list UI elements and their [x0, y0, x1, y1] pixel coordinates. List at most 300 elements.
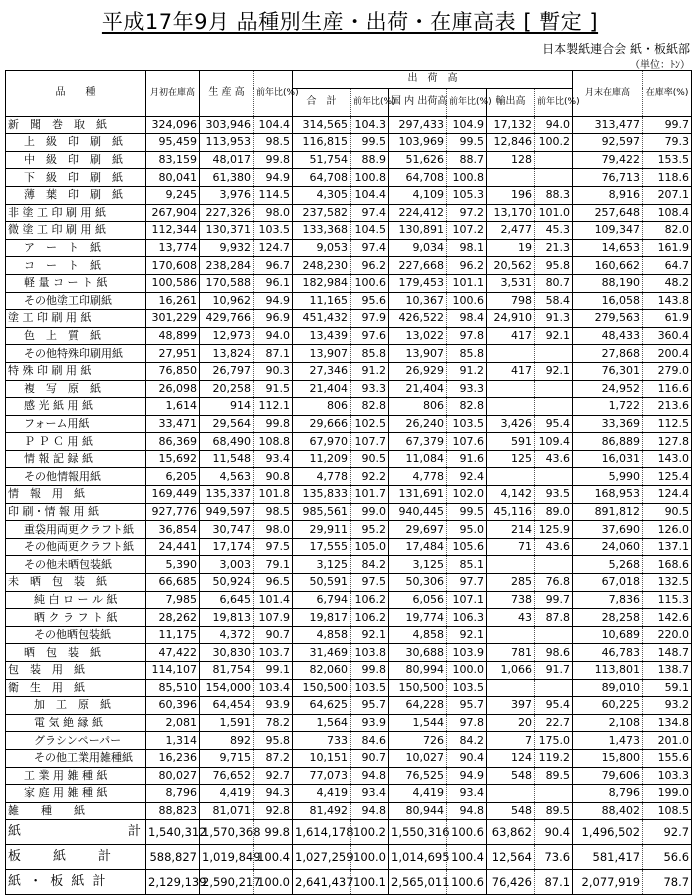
cell-value: 99.5: [351, 134, 389, 152]
row-label: 下 級 印 刷 紙: [6, 169, 146, 187]
table-row: [6, 679, 692, 697]
cell-value: 1,014,695: [389, 845, 447, 870]
cell-value: 95,459: [146, 134, 200, 152]
cell-value: 76,301: [573, 362, 643, 380]
cell-value: 100.6: [447, 870, 487, 895]
row-label: グラシンペーパー: [6, 732, 146, 750]
cell-value: 93.9: [351, 714, 389, 732]
cell-value: 130,371: [200, 222, 254, 240]
cell-value: 1,544: [389, 714, 447, 732]
cell-value: 84.6: [351, 732, 389, 750]
cell-value: 88.7: [447, 151, 487, 169]
cell-value: 168,953: [573, 486, 643, 504]
cell-value: 106.2: [351, 591, 389, 609]
cell-value: 90.4: [535, 820, 573, 845]
publisher: 日本製紙連合会 紙・板紙部: [542, 42, 690, 56]
cell-value: 78.7: [643, 870, 692, 895]
cell-value: [487, 380, 535, 398]
cell-value: 45,116: [487, 503, 535, 521]
cell-value: [535, 151, 573, 169]
cell-value: 100.6: [447, 820, 487, 845]
cell-value: 91.5: [254, 380, 293, 398]
cell-value: [535, 169, 573, 187]
cell-value: 125.9: [535, 521, 573, 539]
cell-value: 914: [200, 398, 254, 416]
table-row: [6, 767, 692, 785]
cell-value: 48,017: [200, 151, 254, 169]
cell-value: 927,776: [146, 503, 200, 521]
cell-value: 100.2: [535, 134, 573, 152]
cell-value: 224,412: [389, 204, 447, 222]
cell-value: 101.8: [254, 486, 293, 504]
cell-value: 51,754: [293, 151, 351, 169]
cell-value: 170,588: [200, 274, 254, 292]
cell-value: 30,830: [200, 644, 254, 662]
cell-value: 98.5: [254, 503, 293, 521]
row-label: 紙 ・ 板 紙 計: [6, 870, 146, 895]
cell-value: 1,496,502: [573, 820, 643, 845]
production-table: [5, 70, 692, 895]
cell-value: 131,691: [389, 486, 447, 504]
cell-value: 1,473: [573, 732, 643, 750]
cell-value: 17,484: [389, 538, 447, 556]
cell-value: 16,031: [573, 450, 643, 468]
row-label: 色 上 質 紙: [6, 327, 146, 345]
cell-value: 106.2: [351, 609, 389, 627]
cell-value: 257,648: [573, 204, 643, 222]
cell-value: 148.7: [643, 644, 692, 662]
cell-value: 94.0: [254, 327, 293, 345]
cell-value: 3,976: [200, 186, 254, 204]
cell-value: [535, 380, 573, 398]
cell-value: 1,027,259: [293, 845, 351, 870]
cell-value: 238,284: [200, 257, 254, 275]
table-row: [6, 310, 692, 328]
cell-value: 4,778: [293, 468, 351, 486]
cell-value: 4,778: [389, 468, 447, 486]
cell-value: 60,396: [146, 697, 200, 715]
cell-value: 220.0: [643, 626, 692, 644]
cell-value: 10,151: [293, 749, 351, 767]
table-row: [6, 732, 692, 750]
cell-value: 46,783: [573, 644, 643, 662]
cell-value: 43.6: [535, 538, 573, 556]
table-row: [6, 626, 692, 644]
row-label: ア ー ト 紙: [6, 239, 146, 257]
cell-value: 71: [487, 538, 535, 556]
cell-value: 88,402: [573, 802, 643, 820]
cell-value: 1,570,368: [200, 820, 254, 845]
cell-value: 16,261: [146, 292, 200, 310]
cell-value: 93.3: [351, 380, 389, 398]
cell-value: 4,109: [389, 186, 447, 204]
cell-value: 4,372: [200, 626, 254, 644]
cell-value: 21,404: [293, 380, 351, 398]
cell-value: 89,010: [573, 679, 643, 697]
cell-value: 99.5: [447, 503, 487, 521]
row-label: 情 報 記 録 紙: [6, 450, 146, 468]
cell-value: 104.4: [351, 186, 389, 204]
header-item: 品 種: [6, 71, 146, 117]
cell-value: 29,911: [293, 521, 351, 539]
cell-value: 67,018: [573, 574, 643, 592]
cell-value: 2,077,919: [573, 870, 643, 895]
cell-value: 105.0: [351, 538, 389, 556]
cell-value: 112.5: [643, 415, 692, 433]
cell-value: 24,952: [573, 380, 643, 398]
cell-value: 892: [200, 732, 254, 750]
header-production: 生 産 高: [200, 71, 254, 117]
cell-value: 79.3: [643, 134, 692, 152]
cell-value: 64,625: [293, 697, 351, 715]
cell-value: 397: [487, 697, 535, 715]
cell-value: 91.2: [351, 362, 389, 380]
cell-value: 21.3: [535, 239, 573, 257]
cell-value: 227,326: [200, 204, 254, 222]
table-row: [6, 802, 692, 820]
cell-value: 96.1: [254, 274, 293, 292]
cell-value: 28,262: [146, 609, 200, 627]
cell-value: 13,170: [487, 204, 535, 222]
cell-value: 97.9: [351, 310, 389, 328]
cell-value: 11,209: [293, 450, 351, 468]
cell-value: 12,564: [487, 845, 535, 870]
cell-value: 94.8: [351, 802, 389, 820]
cell-value: 98.4: [447, 310, 487, 328]
cell-value: 143.0: [643, 450, 692, 468]
cell-value: 16,236: [146, 749, 200, 767]
cell-value: 9,245: [146, 186, 200, 204]
cell-value: 588,827: [146, 845, 200, 870]
row-label: 工 業 用 雑 種 紙: [6, 767, 146, 785]
row-label: 紙 計: [6, 820, 146, 845]
table-row: [6, 204, 692, 222]
cell-value: 50,591: [293, 574, 351, 592]
cell-value: 92,597: [573, 134, 643, 152]
cell-value: 13,022: [389, 327, 447, 345]
table-row: [6, 486, 692, 504]
cell-value: 4,142: [487, 486, 535, 504]
cell-value: 86,889: [573, 433, 643, 451]
cell-value: 179,453: [389, 274, 447, 292]
page-title: 平成17年9月 品種別生産・出荷・在庫高表 [ 暫定 ]: [101, 10, 599, 34]
row-label: 包 装 用 紙: [6, 662, 146, 680]
table-row: [6, 257, 692, 275]
row-label: 新 聞 巻 取 紙: [6, 116, 146, 134]
cell-value: 125: [487, 450, 535, 468]
cell-value: 64,708: [293, 169, 351, 187]
cell-value: 20,562: [487, 257, 535, 275]
header-total: 合 計: [293, 88, 351, 116]
cell-value: 100.0: [351, 845, 389, 870]
cell-value: 581,417: [573, 845, 643, 870]
cell-value: 67,970: [293, 433, 351, 451]
cell-value: 84.2: [447, 732, 487, 750]
cell-value: 200.4: [643, 345, 692, 363]
cell-value: 1,591: [200, 714, 254, 732]
cell-value: 59.1: [643, 679, 692, 697]
table-row: [6, 450, 692, 468]
cell-value: 360.4: [643, 327, 692, 345]
cell-value: [535, 398, 573, 416]
cell-value: 19,817: [293, 609, 351, 627]
cell-value: 17,132: [487, 116, 535, 134]
cell-value: 100.4: [447, 845, 487, 870]
cell-value: 13,439: [293, 327, 351, 345]
cell-value: 4,858: [389, 626, 447, 644]
cell-value: 11,165: [293, 292, 351, 310]
cell-value: 13,774: [146, 239, 200, 257]
cell-value: 86,369: [146, 433, 200, 451]
cell-value: 142.6: [643, 609, 692, 627]
table-row: [6, 574, 692, 592]
cell-value: 101.7: [351, 486, 389, 504]
cell-value: 451,432: [293, 310, 351, 328]
cell-value: 95.8: [254, 732, 293, 750]
cell-value: 10,367: [389, 292, 447, 310]
cell-value: 107.6: [447, 433, 487, 451]
cell-value: 73.6: [535, 845, 573, 870]
cell-value: 91.2: [447, 362, 487, 380]
cell-value: 90.8: [254, 468, 293, 486]
cell-value: 100.8: [447, 169, 487, 187]
cell-value: 48.2: [643, 274, 692, 292]
cell-value: 79,606: [573, 767, 643, 785]
cell-value: 82.8: [351, 398, 389, 416]
cell-value: 92.1: [535, 327, 573, 345]
row-label: 薄 葉 印 刷 紙: [6, 186, 146, 204]
cell-value: 104.9: [447, 116, 487, 134]
cell-value: 56.6: [643, 845, 692, 870]
table-row: [6, 556, 692, 574]
cell-value: 100.1: [351, 870, 389, 895]
cell-value: 80,027: [146, 767, 200, 785]
cell-value: 103.9: [447, 644, 487, 662]
cell-value: 267,904: [146, 204, 200, 222]
cell-value: 85.8: [447, 345, 487, 363]
cell-value: 87.1: [535, 870, 573, 895]
cell-value: 93.4: [447, 785, 487, 803]
cell-value: 96.5: [254, 574, 293, 592]
cell-value: 93.9: [254, 697, 293, 715]
cell-value: 102.5: [351, 415, 389, 433]
cell-value: 80,994: [389, 662, 447, 680]
cell-value: 154,000: [200, 679, 254, 697]
cell-value: 93.5: [535, 486, 573, 504]
cell-value: 90.7: [351, 749, 389, 767]
cell-value: 124.7: [254, 239, 293, 257]
table-row: [6, 380, 692, 398]
cell-value: 2,477: [487, 222, 535, 240]
table-row: [6, 521, 692, 539]
cell-value: 30,688: [389, 644, 447, 662]
cell-value: 19,774: [389, 609, 447, 627]
cell-value: 90.4: [447, 749, 487, 767]
cell-value: 135,337: [200, 486, 254, 504]
table-row: [6, 239, 692, 257]
cell-value: 112,344: [146, 222, 200, 240]
cell-value: 93.2: [643, 697, 692, 715]
row-label: その他両更クラフト紙: [6, 538, 146, 556]
cell-value: 1,722: [573, 398, 643, 416]
cell-value: 92.4: [447, 468, 487, 486]
cell-value: 94.9: [254, 292, 293, 310]
cell-value: 798: [487, 292, 535, 310]
cell-value: 87.2: [254, 749, 293, 767]
cell-value: 76,713: [573, 169, 643, 187]
cell-value: 37,690: [573, 521, 643, 539]
table-row: [6, 644, 692, 662]
row-label: 微 塗 工 印 刷 用 紙: [6, 222, 146, 240]
cell-value: 806: [389, 398, 447, 416]
cell-value: 2,565,011: [389, 870, 447, 895]
cell-value: 102.0: [447, 486, 487, 504]
cell-value: 940,445: [389, 503, 447, 521]
cell-value: 27,868: [573, 345, 643, 363]
cell-value: 29,697: [389, 521, 447, 539]
table-row: [6, 870, 692, 895]
cell-value: 50,306: [389, 574, 447, 592]
cell-value: 81,754: [200, 662, 254, 680]
cell-value: 64,708: [389, 169, 447, 187]
table-row: [6, 398, 692, 416]
cell-value: 100.0: [254, 870, 293, 895]
cell-value: 196: [487, 186, 535, 204]
row-label: 晒 包 装 紙: [6, 644, 146, 662]
cell-value: 96.2: [447, 257, 487, 275]
cell-value: 125.4: [643, 468, 692, 486]
cell-value: 116,815: [293, 134, 351, 152]
cell-value: 66,685: [146, 574, 200, 592]
cell-value: 92.8: [254, 802, 293, 820]
cell-value: 43.6: [535, 450, 573, 468]
cell-value: 949,597: [200, 503, 254, 521]
cell-value: 4,305: [293, 186, 351, 204]
cell-value: 94.0: [535, 116, 573, 134]
cell-value: 76,850: [146, 362, 200, 380]
cell-value: 95.0: [447, 521, 487, 539]
cell-value: 82,060: [293, 662, 351, 680]
cell-value: 2,081: [146, 714, 200, 732]
cell-value: 24,441: [146, 538, 200, 556]
row-label: 加 工 原 紙: [6, 697, 146, 715]
cell-value: 1,564: [293, 714, 351, 732]
cell-value: 31,469: [293, 644, 351, 662]
row-label: その他晒包装紙: [6, 626, 146, 644]
cell-value: 3,125: [293, 556, 351, 574]
cell-value: 1,614: [146, 398, 200, 416]
cell-value: 24,910: [487, 310, 535, 328]
cell-value: [487, 626, 535, 644]
cell-value: 108.4: [643, 204, 692, 222]
header-export: 輸出高: [487, 88, 535, 116]
cell-value: 13,907: [389, 345, 447, 363]
table-row: [6, 362, 692, 380]
cell-value: 100.2: [351, 820, 389, 845]
cell-value: 11,548: [200, 450, 254, 468]
cell-value: 1,614,178: [293, 820, 351, 845]
cell-value: 92.1: [447, 626, 487, 644]
cell-value: 134.8: [643, 714, 692, 732]
table-row: [6, 274, 692, 292]
row-label: その他未晒包装紙: [6, 556, 146, 574]
row-label: 複 写 原 紙: [6, 380, 146, 398]
cell-value: 2,590,217: [200, 870, 254, 895]
cell-value: 12,846: [487, 134, 535, 152]
cell-value: 2,641,437: [293, 870, 351, 895]
cell-value: 98.0: [254, 204, 293, 222]
cell-value: 5,268: [573, 556, 643, 574]
cell-value: 98.0: [254, 521, 293, 539]
cell-value: 16,058: [573, 292, 643, 310]
cell-value: 118.6: [643, 169, 692, 187]
cell-value: 8,796: [146, 785, 200, 803]
cell-value: 88.3: [535, 186, 573, 204]
cell-value: 113,801: [573, 662, 643, 680]
cell-value: 61,380: [200, 169, 254, 187]
cell-value: 3,531: [487, 274, 535, 292]
cell-value: 137.1: [643, 538, 692, 556]
cell-value: 79.1: [254, 556, 293, 574]
cell-value: 9,034: [389, 239, 447, 257]
cell-value: 27,346: [293, 362, 351, 380]
cell-value: 297,433: [389, 116, 447, 134]
cell-value: 26,797: [200, 362, 254, 380]
cell-value: 155.6: [643, 749, 692, 767]
cell-value: 95.8: [535, 257, 573, 275]
cell-value: 48,899: [146, 327, 200, 345]
header-export-yoy: 前年比(%): [535, 88, 573, 116]
cell-value: 107.2: [447, 222, 487, 240]
cell-value: 6,794: [293, 591, 351, 609]
cell-value: 84.2: [351, 556, 389, 574]
cell-value: 108.8: [254, 433, 293, 451]
cell-value: 10,962: [200, 292, 254, 310]
cell-value: 3,426: [487, 415, 535, 433]
cell-value: 1,314: [146, 732, 200, 750]
cell-value: 87.8: [535, 609, 573, 627]
cell-value: 24,060: [573, 538, 643, 556]
cell-value: 82.8: [447, 398, 487, 416]
cell-value: 14,653: [573, 239, 643, 257]
cell-value: [535, 468, 573, 486]
cell-value: 103,969: [389, 134, 447, 152]
cell-value: 51,626: [389, 151, 447, 169]
cell-value: 91.7: [535, 662, 573, 680]
cell-value: 79,422: [573, 151, 643, 169]
cell-value: 20,258: [200, 380, 254, 398]
cell-value: 94.3: [254, 785, 293, 803]
cell-value: 81,071: [200, 802, 254, 820]
cell-value: 985,561: [293, 503, 351, 521]
cell-value: 76,525: [389, 767, 447, 785]
cell-value: 87.1: [254, 345, 293, 363]
cell-value: [535, 345, 573, 363]
row-label: コ ー ト 紙: [6, 257, 146, 275]
cell-value: 2,108: [573, 714, 643, 732]
cell-value: 9,053: [293, 239, 351, 257]
cell-value: 806: [293, 398, 351, 416]
unit-label: （単位：ﾄﾝ）: [630, 60, 690, 71]
header-closing-stock: 月末在庫高: [573, 71, 643, 117]
cell-value: 314,565: [293, 116, 351, 134]
cell-value: 1,019,849: [200, 845, 254, 870]
cell-value: 3,125: [389, 556, 447, 574]
cell-value: 92.7: [254, 767, 293, 785]
row-label: その他塗工印刷紙: [6, 292, 146, 310]
cell-value: 781: [487, 644, 535, 662]
cell-value: 124.4: [643, 486, 692, 504]
